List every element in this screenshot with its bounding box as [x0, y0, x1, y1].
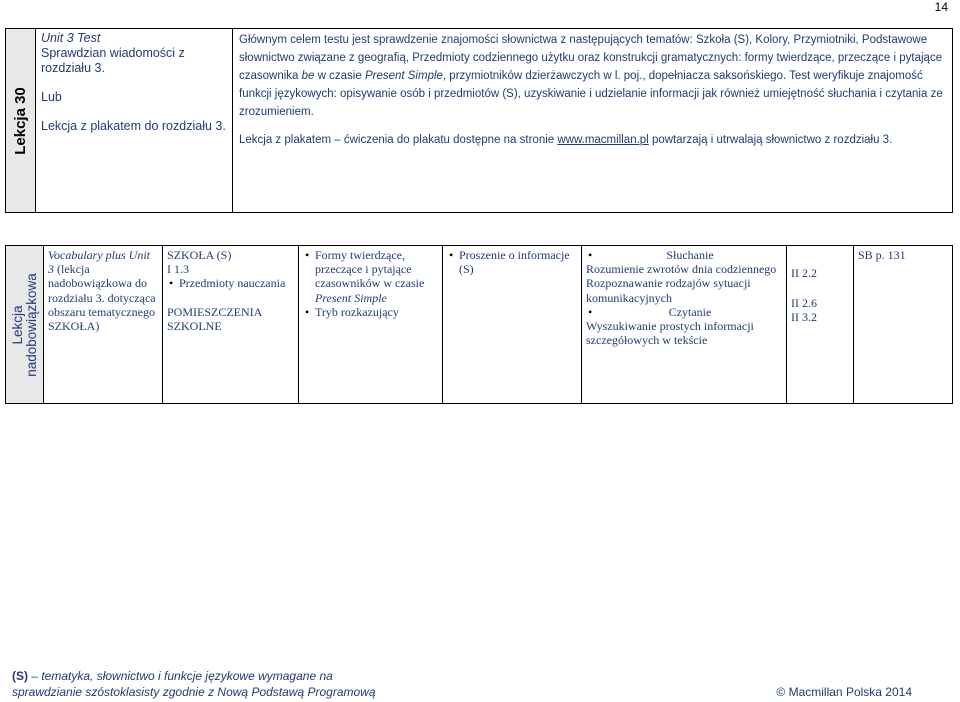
skill-item: Wyszukiwanie prostych informacji szczegółowych w tekście	[586, 319, 754, 348]
extra-lesson-label: Lekcja nadobowiązkowa	[9, 272, 39, 377]
skill-item: Rozumienie zwrotów dnia codziennego	[586, 262, 777, 277]
footer-note-line2: sprawdzianie szóstoklasisty zgodnie z Nową Podstawą Programową	[12, 685, 376, 699]
code: II 3.2	[791, 310, 817, 325]
footer-note: (S) – tematyka, słownictwo i funkcje językowe wymagane na	[12, 669, 333, 683]
extra-lesson-table	[5, 245, 953, 404]
grammar-item: • Formy twierdzące, przeczące i pytające czasowników w czasie Present Simple	[303, 248, 438, 305]
function-item: • Proszenie o informacje (S)	[447, 248, 577, 276]
page-number: 14	[934, 0, 948, 14]
function-cell	[443, 246, 582, 404]
macmillan-link[interactable]: www.macmillan.pl	[557, 134, 649, 146]
skill-item: Rozpoznawanie rodzajów sytuacji komunikacyjnych	[586, 276, 751, 305]
code: II 2.6	[791, 296, 817, 311]
extra-lesson-topic: Vocabulary plus Unit 3 (lekcja nadobowiązkowa do rozdziału 3. dotycząca obszaru tematycznego SZKOŁA)	[44, 246, 163, 404]
reference-cell	[854, 246, 953, 404]
grammar-cell	[299, 246, 443, 404]
or-label: Lub	[41, 90, 62, 104]
vocab-extra: POMIESZCZENIA SZKOLNE	[167, 304, 262, 333]
poster-description: Lekcja z plakatem – ćwiczenia do plakatu dostępne na stronie www.macmillan.pl powtarzają i utrwalają słownictwo z rozdziału 3.	[239, 134, 893, 146]
code: II 2.2	[791, 266, 817, 280]
vocabulary-cell	[163, 246, 299, 404]
lesson-label: Lekcja 30	[11, 86, 29, 155]
skills-cell	[582, 246, 787, 404]
unit-test-title: Unit 3 Test	[41, 31, 101, 45]
lesson-description-cell	[233, 29, 953, 213]
codes-cell	[787, 246, 854, 404]
unit-test-subtitle: Sprawdzian wiadomości z rozdziału 3.	[41, 46, 185, 75]
skill-heading-reading: • Czytanie	[586, 305, 782, 319]
copyright: © Macmillan Polska 2014	[776, 685, 912, 699]
vocab-code: I 1.3	[167, 262, 189, 277]
skill-heading-listening: • Słuchanie	[586, 248, 782, 262]
poster-lesson-label: Lekcja z plakatem do rozdziału 3.	[41, 119, 226, 133]
extra-lesson-label-cell	[6, 246, 44, 404]
lesson-label-cell	[6, 29, 36, 213]
sb-reference: SB p. 131	[858, 248, 906, 262]
vocab-item: • Przedmioty nauczania	[167, 276, 294, 290]
vocab-head: SZKOŁA (S)	[167, 248, 232, 262]
grammar-item: • Tryb rozkazujący	[303, 305, 438, 319]
lesson-topic-cell	[36, 29, 233, 213]
lesson-30-table	[5, 28, 953, 213]
test-description: Głównym celem testu jest sprawdzenie znajomości słownictwa z następujących tematów: Szkoła (S), Kolory, Przymiotniki, Podstawowe słownictwo związane z geografią, Przedmioty codziennego użytku oraz konstrukcji gramatycznych: formy twierdzące, przeczące i pytające czasownika be w czasie Present Simple, przymiotników dzierżawczych w l. poj., dopełniacza saksońskiego. Test weryfikuje znajomość funkcji językowych: opisywanie osób i przedmiotów (S), uzyskiwanie i udzielanie informacji jak również umiejętność słuchania i czytania ze zrozumieniem.	[239, 34, 943, 118]
